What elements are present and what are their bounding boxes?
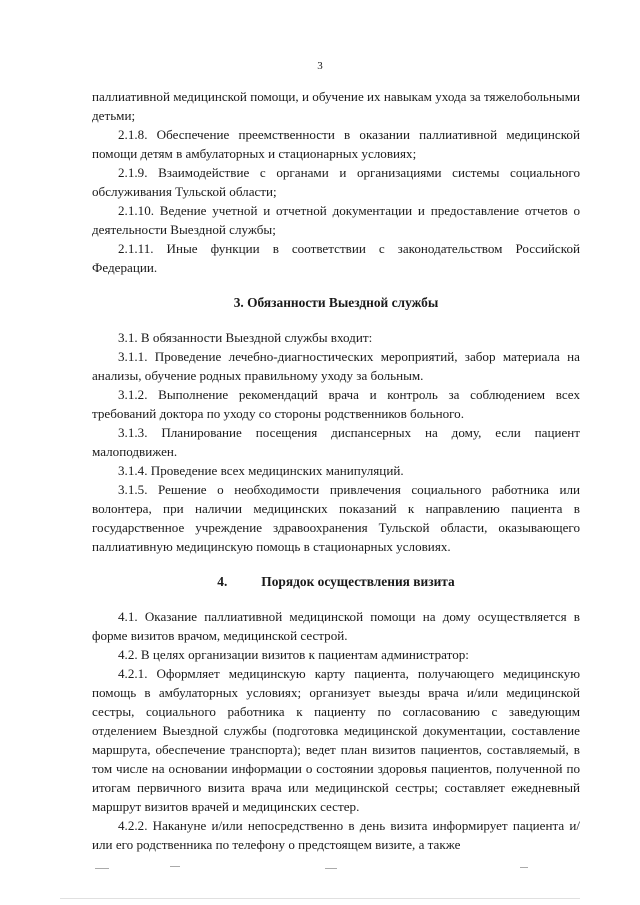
paragraph-3-1-2: 3.1.2. Выполнение рекомендаций врача и контроль за соблюдением всех требований доктора по уходу со стороны родственников больного.	[92, 387, 580, 421]
section-4-title: Порядок осуществления визита	[261, 574, 455, 589]
paragraph-4-1: 4.1. Оказание паллиативной медицинской помощи на дому осуществляется в форме визитов врачом, медицинской сестрой.	[92, 609, 580, 643]
paragraph-3-1-5: 3.1.5. Решение о необходимости привлечения социального работника или волонтера, при наличии медицинских показаний к направлению пациента в государственное учреждение здравоохранения Тульской области, оказывающего паллиативную медицинскую помощь в стационарных условиях.	[92, 482, 580, 554]
paragraph-2-1-9: 2.1.9. Взаимодействие с органами и организациями системы социального обслуживания Тульской области;	[92, 165, 580, 199]
paragraph-3-1-3: 3.1.3. Планирование посещения диспансерных на дому, если пациент малоподвижен.	[92, 425, 580, 459]
paragraph-3-1-4: 3.1.4. Проведение всех медицинских манипуляций.	[118, 463, 404, 478]
paragraph-2-1-10: 2.1.10. Ведение учетной и отчетной документации и предоставление отчетов о деятельности Выездной службы;	[92, 203, 580, 237]
paragraph-3-1: 3.1. В обязанности Выездной службы входит:	[118, 330, 373, 345]
paragraph-3-1-1: 3.1.1. Проведение лечебно-диагностических мероприятий, забор материала на анализы, обучение родных правильному уходу за больным.	[92, 349, 580, 383]
scan-artifact	[325, 868, 337, 869]
paragraph-4-2-1: 4.2.1. Оформляет медицинскую карту пациента, получающего медицинскую помощь в амбулаторных условиях; организует выезды врача и/или медицинской сестры, социального работника к пациенту по согласованию с заведующим отделением Выездной службы (подготовка медицинской документации, составление маршрута, обеспечение транспорта); ведет план визитов пациентов, составляемый, в том числе на основании информации о состоянии здоровья пациентов, полученной по итогам первичного визита врача или медицинской сестры; составляет ежедневный маршрут визитов врачей и медицинских сестер.	[92, 666, 580, 814]
section-4-heading	[92, 572, 580, 591]
paragraph-continuation: паллиативной медицинской помощи, и обучение их навыкам ухода за тяжелобольными детьми;	[92, 89, 580, 123]
document-body	[92, 87, 580, 854]
paragraph-2-1-11: 2.1.11. Иные функции в соответствии с законодательством Российской Федерации.	[92, 241, 580, 275]
paragraph-4-2: 4.2. В целях организации визитов к пациентам администратор:	[118, 647, 469, 662]
paragraph-4-2-2: 4.2.2. Накануне и/или непосредственно в день визита информирует пациента и/или его родственника по телефону о предстоящем визите, а также	[92, 818, 580, 852]
page-number: 3	[317, 60, 323, 72]
paragraph-2-1-8: 2.1.8. Обеспечение преемственности в оказании паллиативной медицинской помощи детям в амбулаторных и стационарных условиях;	[92, 127, 580, 161]
scan-artifact	[95, 868, 109, 869]
section-3-heading: 3. Обязанности Выездной службы	[233, 295, 439, 310]
scan-artifact	[520, 867, 528, 868]
scan-artifact	[170, 866, 180, 867]
section-4-number: 4.	[217, 574, 228, 589]
scan-artifact	[60, 898, 580, 899]
